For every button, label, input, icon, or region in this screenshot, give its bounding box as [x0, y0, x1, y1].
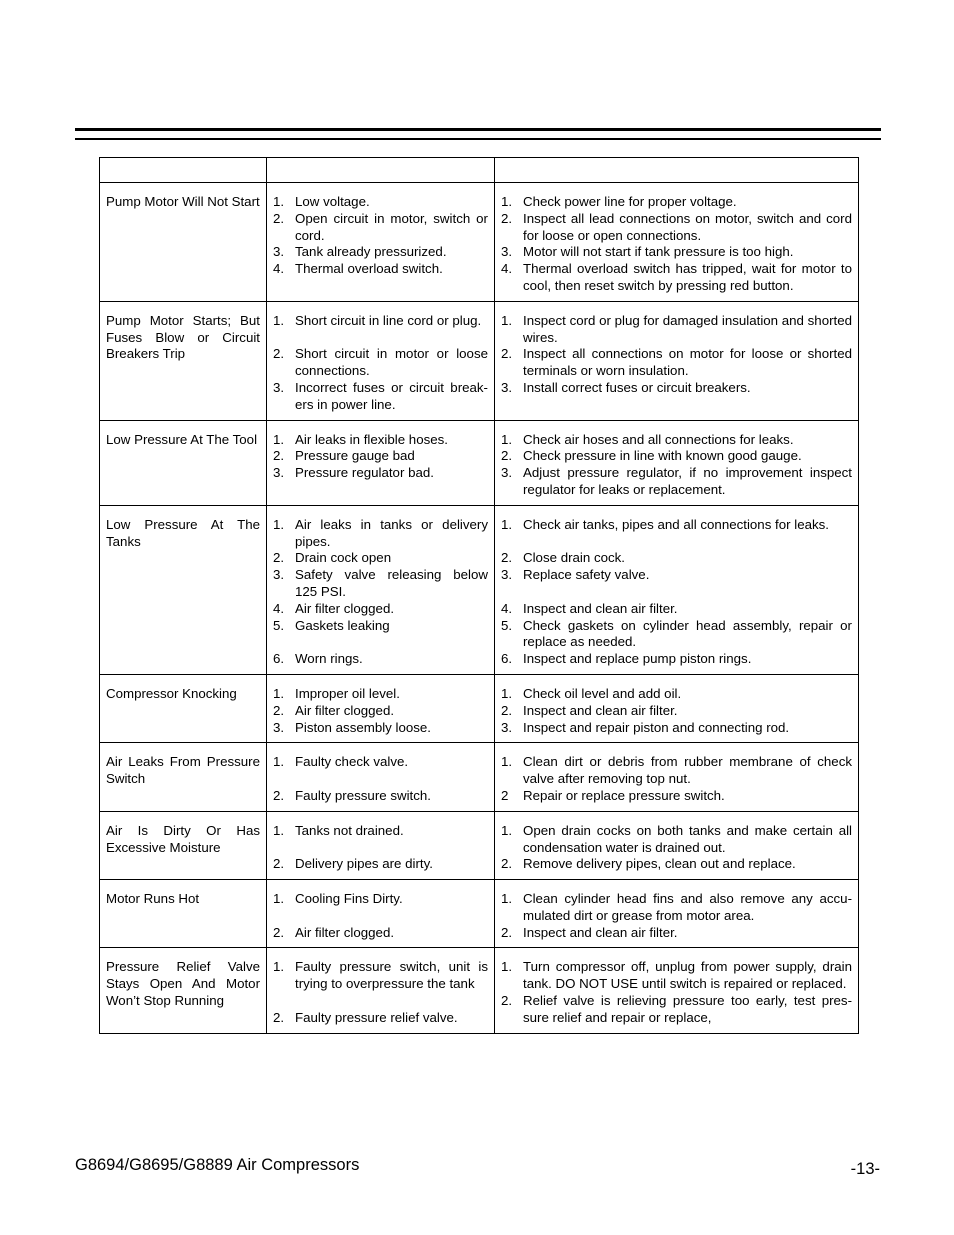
list-item [501, 925, 852, 942]
cause-cell [267, 743, 495, 811]
item-number: 1. [501, 685, 513, 701]
list-item [501, 567, 852, 584]
header-cell-solution [495, 158, 859, 183]
item-text: Turn compressor off, unplug from power supply, drain tank. DO NOT USE until switch is repaired or replaced. [523, 959, 852, 992]
cause-list [273, 517, 488, 668]
header-cell-cause [267, 158, 495, 183]
item-number: 4. [273, 600, 285, 616]
list-item [273, 618, 488, 635]
item-text: Remove delivery pipes, clean out and replace. [523, 856, 796, 872]
cause-cell [267, 674, 495, 742]
solution-cell [495, 743, 859, 811]
list-item [273, 567, 488, 601]
item-text: Replace safety valve. [523, 567, 650, 583]
item-text: Check pressure in line with known good gauge. [523, 448, 802, 464]
table-row [100, 183, 859, 302]
list-item [273, 194, 488, 211]
list-item [273, 346, 488, 380]
item-text: Drain cock open [295, 550, 392, 566]
item-text: Inspect and repair piston and connecting rod. [523, 719, 790, 735]
cause-list [273, 959, 488, 1026]
list-item [273, 891, 488, 908]
item-text: Cooling Fins Dirty. [295, 891, 403, 907]
item-text: Install correct fuses or circuit breakers. [523, 379, 751, 395]
table-header-row [100, 158, 859, 183]
list-item [501, 823, 852, 857]
item-text: Improper oil level. [295, 685, 400, 701]
item-text: Inspect all connections on motor for loose or shorted terminals or worn insulation. [523, 346, 852, 379]
list-item [501, 432, 852, 449]
cause-list [273, 194, 488, 278]
list-item [273, 448, 488, 465]
solution-list [501, 313, 852, 397]
item-text: Motor will not start if tank pressure is too high. [523, 244, 794, 260]
list-item [273, 550, 488, 567]
header-rule-thin [75, 138, 881, 140]
list-item [501, 601, 852, 618]
item-number: 6. [273, 651, 285, 667]
item-number: 1. [501, 431, 513, 447]
item-number: 1. [273, 891, 285, 907]
item-text: Air filter clogged. [295, 600, 395, 616]
item-text: Check air tanks, pipes and all connections for leaks. [523, 516, 829, 532]
item-number: 6. [501, 651, 513, 667]
item-number: 2. [501, 702, 513, 718]
list-item [501, 517, 852, 534]
list-item [501, 211, 852, 245]
cause-list [273, 686, 488, 736]
list-item [273, 244, 488, 261]
item-number: 3. [273, 719, 285, 735]
list-item [501, 465, 852, 499]
item-number: 3. [273, 567, 285, 583]
item-number: 2. [501, 346, 513, 362]
cause-list [273, 313, 488, 414]
item-number: 1. [273, 516, 285, 532]
list-item [501, 194, 852, 211]
list-item [273, 925, 488, 942]
item-number: 1. [501, 959, 513, 975]
item-number: 2. [501, 448, 513, 464]
table-row [100, 743, 859, 811]
list-item [273, 601, 488, 618]
item-text: Adjust pressure regulator, if no improvement inspect regulator for leaks or replacement. [523, 465, 852, 497]
item-number: 2. [273, 1009, 285, 1025]
list-item [501, 244, 852, 261]
header-cell-problem [100, 158, 267, 183]
solution-list [501, 823, 852, 873]
item-text: Tanks not drained. [295, 822, 404, 838]
item-number: 2. [273, 448, 285, 464]
list-item [501, 261, 852, 295]
list-item [273, 432, 488, 449]
list-item [501, 346, 852, 380]
solution-cell [495, 948, 859, 1033]
item-number: 1. [273, 685, 285, 701]
list-item [273, 651, 488, 668]
table-row [100, 948, 859, 1033]
item-text: Short circuit in motor or loose connections. [295, 346, 488, 379]
item-text: Inspect and replace pump piston rings. [523, 651, 752, 667]
item-number: 3. [501, 465, 513, 481]
troubleshooting-table [99, 157, 859, 1034]
solution-list [501, 891, 852, 941]
item-number: 1. [501, 312, 513, 328]
item-text: Clean cylinder head fins and also remove any accu-mulated dirt or grease from motor area. [523, 891, 852, 923]
item-number: 2. [501, 210, 513, 226]
item-number: 2. [273, 702, 285, 718]
item-number: 3. [273, 465, 285, 481]
problem-cell: Low Pressure At The Tanks [100, 505, 267, 674]
list-item [501, 618, 852, 652]
cause-cell [267, 505, 495, 674]
solution-cell [495, 505, 859, 674]
item-number: 3. [501, 244, 513, 260]
table-row [100, 880, 859, 948]
list-item [501, 754, 852, 788]
item-number: 2. [501, 924, 513, 940]
problem-cell: Low Pressure At The Tool [100, 420, 267, 505]
item-number: 1. [501, 891, 513, 907]
list-item [273, 959, 488, 993]
item-number: 2. [501, 993, 513, 1009]
list-item [273, 823, 488, 840]
item-number: 2 [501, 787, 509, 803]
list-item [501, 788, 852, 805]
item-text: Low voltage. [295, 194, 370, 209]
header-rule-thick [75, 128, 881, 131]
item-number: 1. [273, 754, 285, 770]
list-item [273, 703, 488, 720]
solution-list [501, 194, 852, 295]
item-number: 1. [273, 431, 285, 447]
item-number: 4. [273, 261, 285, 277]
list-item [273, 261, 488, 278]
list-item [501, 703, 852, 720]
item-text: Inspect and clean air filter. [523, 600, 678, 616]
list-item [273, 686, 488, 703]
list-item [501, 550, 852, 567]
item-text: Open circuit in motor, switch or cord. [295, 210, 488, 243]
item-text: Pressure gauge bad [295, 448, 415, 464]
table-row [100, 301, 859, 420]
item-number: 1. [273, 822, 285, 838]
list-item [501, 891, 852, 925]
problem-cell: Pressure Relief Valve Stays Open And Motor Won’t Stop Running [100, 948, 267, 1033]
item-text: Check oil level and add oil. [523, 685, 682, 701]
item-text: Air leaks in tanks or delivery pipes. [295, 516, 488, 549]
table-row [100, 420, 859, 505]
item-text: Faulty pressure switch. [295, 787, 431, 803]
item-number: 3. [501, 567, 513, 583]
item-number: 3. [501, 719, 513, 735]
item-text: Repair or replace pressure switch. [523, 787, 725, 803]
cause-list [273, 432, 488, 482]
item-text: Inspect and clean air filter. [523, 702, 678, 718]
item-text: Check gaskets on cylinder head assembly, repair or replace as needed. [523, 617, 852, 650]
item-text: Faulty check valve. [295, 754, 409, 770]
problem-cell: Pump Motor Starts; But Fuses Blow or Circuit Breakers Trip [100, 301, 267, 420]
footer-title: G8694/G8695/G8889 Air Compressors [75, 1156, 360, 1174]
item-text: Clean dirt or debris from rubber membrane of check valve after removing top nut. [523, 754, 852, 787]
item-number: 2. [273, 856, 285, 872]
item-number: 5. [501, 617, 513, 633]
item-number: 2. [273, 924, 285, 940]
item-text: Piston assembly loose. [295, 719, 431, 735]
item-number: 4. [501, 600, 513, 616]
item-number: 2. [273, 346, 285, 362]
item-text: Faulty pressure switch, unit is trying to overpressure the tank [295, 959, 488, 992]
item-text: Check power line for proper voltage. [523, 194, 737, 209]
list-item [501, 959, 852, 993]
item-number: 4. [501, 261, 513, 277]
table-row [100, 811, 859, 879]
cause-cell [267, 948, 495, 1033]
list-item [501, 380, 852, 397]
page-number: -13- [850, 1160, 880, 1178]
item-number: 2. [501, 550, 513, 566]
item-number: 1. [501, 754, 513, 770]
problem-cell: Motor Runs Hot [100, 880, 267, 948]
item-number: 5. [273, 617, 285, 633]
item-text: Thermal overload switch. [295, 261, 443, 277]
list-item [501, 686, 852, 703]
cause-cell [267, 420, 495, 505]
item-text: Inspect cord or plug for damaged insulation and shorted wires. [523, 312, 852, 345]
item-number: 1. [501, 194, 513, 209]
problem-cell: Pump Motor Will Not Start [100, 183, 267, 302]
cause-cell [267, 301, 495, 420]
list-item [273, 211, 488, 245]
list-item [273, 517, 488, 551]
list-item [501, 856, 852, 873]
item-text: Air filter clogged. [295, 924, 395, 940]
item-text: Thermal overload switch has tripped, wait for motor to cool, then reset switch by pressing red button. [523, 261, 852, 293]
item-number: 3. [273, 244, 285, 260]
item-number: 1. [501, 822, 513, 838]
item-number: 1. [273, 194, 285, 209]
item-text: Air filter clogged. [295, 702, 395, 718]
list-item [273, 313, 488, 330]
item-text: Inspect and clean air filter. [523, 924, 678, 940]
cause-cell [267, 183, 495, 302]
list-item [273, 788, 488, 805]
item-text: Worn rings. [295, 651, 363, 667]
item-number: 3. [501, 379, 513, 395]
list-item [273, 720, 488, 737]
table-row [100, 674, 859, 742]
solution-list [501, 517, 852, 668]
item-text: Delivery pipes are dirty. [295, 856, 433, 872]
solution-cell [495, 811, 859, 879]
solution-list [501, 754, 852, 804]
problem-cell: Air Is Dirty Or Has Excessive Moisture [100, 811, 267, 879]
item-text: Gaskets leaking [295, 617, 390, 633]
problem-cell: Air Leaks From Pressure Switch [100, 743, 267, 811]
item-number: 2. [273, 550, 285, 566]
list-item [501, 993, 852, 1027]
list-item [273, 465, 488, 482]
list-item [273, 856, 488, 873]
item-text: Safety valve releasing below 125 PSI. [295, 567, 488, 599]
solution-cell [495, 301, 859, 420]
item-text: Faulty pressure relief valve. [295, 1009, 458, 1025]
solution-cell [495, 420, 859, 505]
item-number: 1. [501, 516, 513, 532]
item-text: Check air hoses and all connections for leaks. [523, 431, 794, 447]
list-item [273, 754, 488, 771]
item-number: 2. [273, 210, 285, 226]
item-number: 2. [273, 787, 285, 803]
cause-list [273, 891, 488, 941]
item-text: Open drain cocks on both tanks and make certain all condensation water is drained out. [523, 822, 852, 855]
item-number: 2. [501, 856, 513, 872]
item-text: Inspect all lead connections on motor, switch and cord for loose or open connections. [523, 210, 852, 243]
cause-cell [267, 811, 495, 879]
item-text: Close drain cock. [523, 550, 625, 566]
solution-list [501, 959, 852, 1026]
solution-cell [495, 880, 859, 948]
cause-list [273, 823, 488, 873]
cause-list [273, 754, 488, 804]
list-item [273, 380, 488, 414]
item-text: Tank already pressurized. [295, 244, 447, 260]
item-number: 1. [273, 312, 285, 328]
solution-cell [495, 674, 859, 742]
item-number: 1. [273, 959, 285, 975]
solution-list [501, 686, 852, 736]
cause-cell [267, 880, 495, 948]
item-text: Short circuit in line cord or plug. [295, 312, 482, 328]
problem-cell: Compressor Knocking [100, 674, 267, 742]
table-row [100, 505, 859, 674]
solution-list [501, 432, 852, 499]
list-item [273, 1010, 488, 1027]
item-text: Pressure regulator bad. [295, 465, 434, 481]
solution-cell [495, 183, 859, 302]
list-item [501, 448, 852, 465]
item-number: 3. [273, 379, 285, 395]
list-item [501, 313, 852, 347]
item-text: Incorrect fuses or circuit break-ers in power line. [295, 379, 488, 412]
list-item [501, 651, 852, 668]
list-item [501, 720, 852, 737]
item-text: Air leaks in flexible hoses. [295, 431, 448, 447]
item-text: Relief valve is relieving pressure too early, test pres-sure relief and repair or replace, [523, 993, 852, 1025]
